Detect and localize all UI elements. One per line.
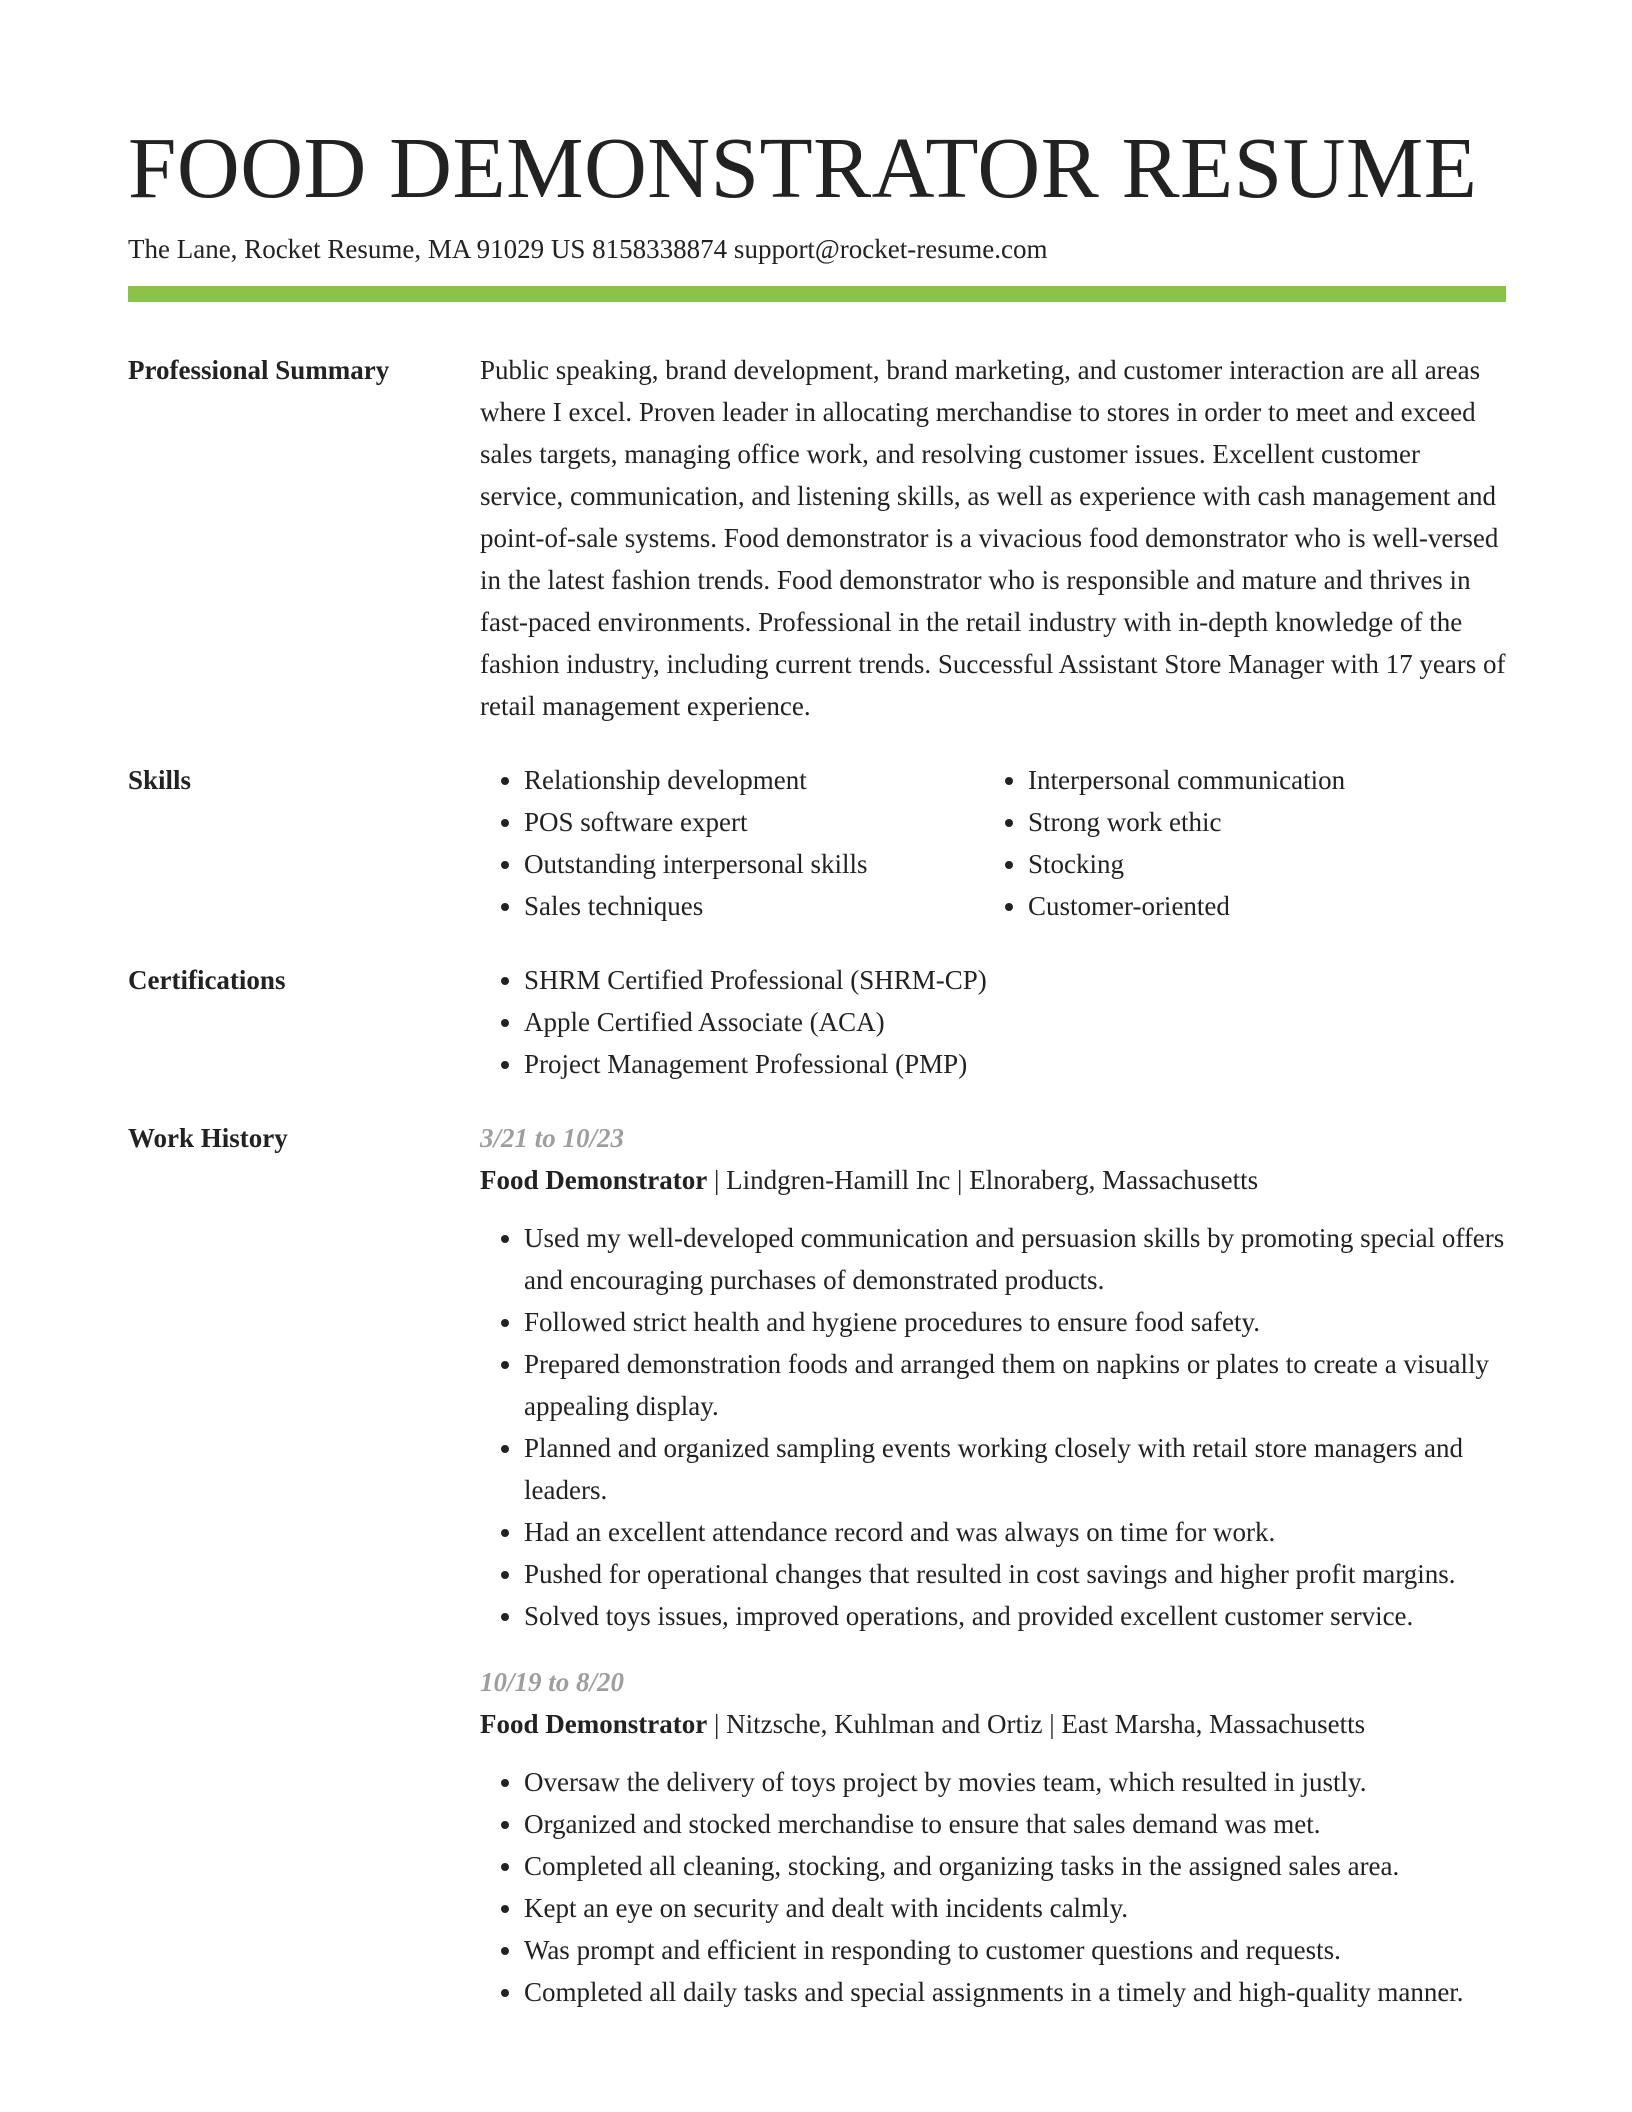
job-bullet: • Completed all daily tasks and special assignments in a timely and high-quality manner. xyxy=(524,1971,1506,2013)
skill-item: • Interpersonal communication xyxy=(1028,759,1488,801)
job-bullet: • Had an excellent attendance record and was always on time for work. xyxy=(524,1511,1506,1553)
skill-item: • Stocking xyxy=(1028,843,1488,885)
certification-item: • Project Management Professional (PMP) xyxy=(524,1043,1506,1085)
job-bullet: • Kept an eye on security and dealt with incidents calmly. xyxy=(524,1887,1506,1929)
skill-item: • Strong work ethic xyxy=(1028,801,1488,843)
resume-title: FOOD DEMONSTRATOR RESUME xyxy=(128,119,1478,216)
job-bullet: • Prepared demonstration foods and arranged them on napkins or plates to create a visually appealing display. xyxy=(524,1343,1506,1427)
job-bullet: • Completed all cleaning, stocking, and organizing tasks in the assigned sales area. xyxy=(524,1845,1506,1887)
job-bullet: • Organized and stocked merchandise to ensure that sales demand was met. xyxy=(524,1803,1506,1845)
job-entry xyxy=(480,1117,1506,1637)
job-details: | Nitzsche, Kuhlman and Ortiz | East Marsha, Massachusetts xyxy=(707,1709,1366,1739)
skills-column-right xyxy=(984,759,1488,927)
job-dates: 10/19 to 8/20 xyxy=(480,1667,625,1697)
job-bullet: • Followed strict health and hygiene procedures to ensure food safety. xyxy=(524,1301,1506,1343)
skill-item: • Relationship development xyxy=(524,759,984,801)
job-header xyxy=(480,1703,1506,1745)
skills-heading: Skills xyxy=(128,765,192,795)
skill-item: • Outstanding interpersonal skills xyxy=(524,843,984,885)
job-bullet: • Solved toys issues, improved operations, and provided excellent customer service. xyxy=(524,1595,1506,1637)
job-title: Food Demonstrator xyxy=(480,1165,708,1195)
job-bullet: • Pushed for operational changes that resulted in cost savings and higher profit margins. xyxy=(524,1553,1506,1595)
job-bullet: • Planned and organized sampling events working closely with retail store managers and leaders. xyxy=(524,1427,1506,1511)
contact-info: The Lane, Rocket Resume, MA 91029 US 8158338874 support@rocket-resume.com xyxy=(128,234,1048,264)
job-bullet-list xyxy=(480,1761,1506,2013)
certifications-list xyxy=(480,959,1506,1085)
skills-list-left xyxy=(480,759,984,927)
certifications-body xyxy=(480,959,1506,1085)
certification-item: • SHRM Certified Professional (SHRM-CP) xyxy=(524,959,1506,1001)
accent-divider xyxy=(128,286,1506,302)
job-bullet: • Used my well-developed communication and persuasion skills by promoting special offers and encouraging purchases of demonstrated products. xyxy=(524,1217,1506,1301)
job-bullet: • Was prompt and efficient in responding to customer questions and requests. xyxy=(524,1929,1506,1971)
job-bullet: • Oversaw the delivery of toys project by movies team, which resulted in justly. xyxy=(524,1761,1506,1803)
skills-list-right xyxy=(984,759,1488,927)
certifications-heading: Certifications xyxy=(128,965,286,995)
summary-body xyxy=(480,349,1506,727)
summary-heading: Professional Summary xyxy=(128,355,390,385)
job-dates: 3/21 to 10/23 xyxy=(480,1123,625,1153)
skill-item: • Sales techniques xyxy=(524,885,984,927)
job-title: Food Demonstrator xyxy=(480,1709,708,1739)
work-history-heading: Work History xyxy=(128,1123,288,1153)
job-bullet-list xyxy=(480,1217,1506,1637)
skills-column-left xyxy=(480,759,984,927)
certification-item: • Apple Certified Associate (ACA) xyxy=(524,1001,1506,1043)
work-history-body xyxy=(480,1117,1506,2037)
job-details: | Lindgren-Hamill Inc | Elnoraberg, Massachusetts xyxy=(707,1165,1259,1195)
job-entry xyxy=(480,1661,1506,2013)
skill-item: • Customer-oriented xyxy=(1028,885,1488,927)
skill-item: • POS software expert xyxy=(524,801,984,843)
skills-body xyxy=(480,759,1506,927)
summary-text: Public speaking, brand development, brand marketing, and customer interaction are all areas where I excel. Proven leader in allocating merchandise to stores in order to meet and exceed sales targets, managing office work, and resolving customer issues. Excellent customer service, communication, and listening skills, as well as experience with cash management and point-of-sale systems. Food demonstrator is a vivacious food demonstrator who is well-versed in the latest fashion trends. Food demonstrator who is responsible and mature and thrives in fast-paced environments. Professional in the retail industry with in-depth knowledge of the fashion industry, including current trends. Successful Assistant Store Manager with 17 years of retail management experience. xyxy=(480,355,1506,721)
job-header xyxy=(480,1159,1506,1201)
